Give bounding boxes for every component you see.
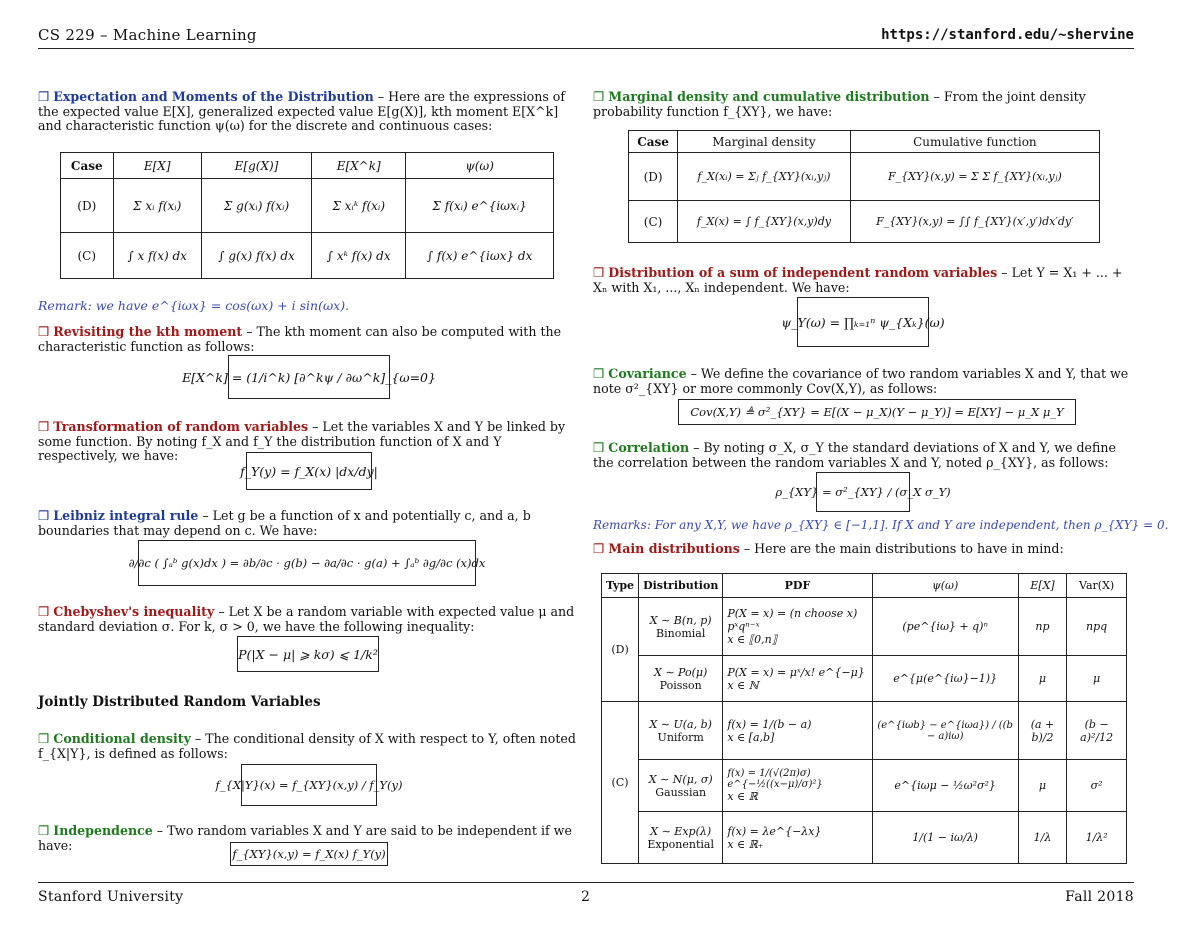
footer-university: Stanford University <box>38 889 184 905</box>
transform-title: Transformation of random variables <box>53 419 309 434</box>
correlation-formula: ρ_{XY} = σ²_{XY} / (σ_X σ_Y) <box>816 472 910 512</box>
kth-title: Revisiting the kth moment <box>53 324 243 339</box>
kth-formula: E[X^k] = (1/i^k) [∂^kψ / ∂ω^k]_{ω=0} <box>228 355 390 399</box>
dist-cell: X ∼ Po(μ) <box>654 665 708 679</box>
ex-cell: μ <box>1018 760 1067 812</box>
jointly-heading: Jointly Distributed Random Variables <box>38 694 321 710</box>
pdf-cell: f(x) = λe^{−λx} <box>727 824 822 838</box>
transform-section: ❒ Transformation of random variables – Let the variables X and Y be linked by some function. By noting f_X and f_Y the distribution function of X and Y respectively, we have: <box>38 419 566 463</box>
table-cell: F_{XY}(x,y) = Σ Σ f_{XY}(xᵢ,yⱼ) <box>850 153 1099 201</box>
independence-section: ❒ Independence – Two random variables X and Y are said to be independent if we have: <box>38 823 572 853</box>
main-title: Main distributions <box>608 541 740 556</box>
domain-cell: x ∈ ℕ <box>727 678 759 692</box>
table-cell: f_X(x) = ∫ f_{XY}(x,y)dy <box>678 201 851 243</box>
dist-cell: X ∼ B(n, p) <box>649 613 712 627</box>
domain-cell: x ∈ ℝ₊ <box>727 837 764 851</box>
table-header: PDF <box>723 574 872 598</box>
dist-cell: X ∼ U(a, b) <box>649 717 712 731</box>
type-cell: (D) <box>602 598 639 702</box>
table-header: Case <box>61 153 114 179</box>
chebyshev-text: – Let X be a random variable with expected value μ and standard deviation σ. For k, σ > 0, we have the following inequality: <box>38 604 575 634</box>
pdf-cell: P(X = x) = (n choose x) pˣqⁿ⁻ˣ <box>727 607 858 633</box>
psi-cell: (pe^{iω} + q)ⁿ <box>872 598 1018 656</box>
table-cell: Σ f(xᵢ) e^{iωxᵢ} <box>406 179 554 233</box>
table-header: Case <box>629 131 678 153</box>
correlation-text: – By noting σ_X, σ_Y the standard deviations of X and Y, we define the correlation between the random variables X and Y, noted ρ_{XY}, as follows: <box>593 440 1116 470</box>
course-url[interactable]: https://stanford.edu/~shervine <box>881 27 1134 43</box>
table-cell: ∫ x f(x) dx <box>113 233 201 279</box>
table-cell: ∫ g(x) f(x) dx <box>201 233 311 279</box>
transform-text: – Let the variables X and Y be linked by some function. By noting f_X and f_Y the distribution function of X and Y respectively, we have: <box>38 419 566 463</box>
page-number: 2 <box>581 889 591 905</box>
chebyshev-formula: P(|X − μ| ⩾ kσ) ⩽ 1/k² <box>237 636 379 672</box>
main-text: – Here are the main distributions to have in mind: <box>739 541 1064 556</box>
pdf-cell: P(X = x) = μˣ/x! e^{−μ} <box>727 665 865 679</box>
ex-cell: np <box>1018 598 1067 656</box>
var-cell: μ <box>1067 656 1127 702</box>
table-row <box>602 760 1127 812</box>
table-cell: (D) <box>61 179 114 233</box>
leibniz-text: – Let g be a function of x and potentially c, and a, b boundaries that may depend on c. We have: <box>38 508 531 538</box>
covariance-formula: Cov(X,Y) ≜ σ²_{XY} = E[(X − μ_X)(Y − μ_Y)] = E[XY] − μ_X μ_Y <box>678 399 1076 425</box>
ex-cell: μ <box>1018 656 1067 702</box>
table-cell: Σ g(xᵢ) f(xᵢ) <box>201 179 311 233</box>
domain-cell: x ∈ ℝ <box>727 790 758 803</box>
course-title: CS 229 – Machine Learning <box>38 26 257 44</box>
dist-cell: X ∼ Exp(λ) <box>650 824 712 838</box>
main-distributions-table <box>601 573 1127 864</box>
table-cell: F_{XY}(x,y) = ∫∫ f_{XY}(x′,y′)dx′dy′ <box>850 201 1099 243</box>
type-cell: (C) <box>602 702 639 864</box>
table-row <box>602 656 1127 702</box>
table-cell: ∫ xᵏ f(x) dx <box>312 233 406 279</box>
table-cell: f_X(xᵢ) = Σⱼ f_{XY}(xᵢ,yⱼ) <box>678 153 851 201</box>
sum-section: ❒ Distribution of a sum of independent random variables – Let Y = X₁ + ... + Xₙ with X₁, ..., Xₙ independent. We have: <box>593 265 1123 295</box>
table-cell: Σ xᵢ f(xᵢ) <box>113 179 201 233</box>
conditional-text: – The conditional density of X with respect to Y, often noted f_{X|Y}, is defined as follows: <box>38 731 576 761</box>
marginal-section: ❒ Marginal density and cumulative distribution – From the joint density probability function f_{XY}, we have: <box>593 89 1086 119</box>
table-header: E[g(X)] <box>201 153 311 179</box>
dist-name: Gaussian <box>655 785 707 799</box>
marginal-text: – From the joint density probability function f_{XY}, we have: <box>593 89 1086 119</box>
covariance-section: ❒ Covariance – We define the covariance of two random variables X and Y, that we note σ²_{XY} or more commonly Cov(X,Y), as follows: <box>593 366 1129 396</box>
table-header: Cumulative function <box>850 131 1099 153</box>
dist-name: Uniform <box>657 730 704 744</box>
footer-term: Fall 2018 <box>1065 889 1134 905</box>
leibniz-formula: ∂/∂c ( ∫ₐᵇ g(x)dx ) = ∂b/∂c · g(b) − ∂a/∂c · g(a) + ∫ₐᵇ ∂g/∂c (x)dx <box>138 540 476 586</box>
var-cell: npq <box>1067 598 1127 656</box>
remark: Remark: we have e^{iωx} = cos(ωx) + i sin(ωx). <box>38 298 350 313</box>
expectation-title: Expectation and Moments of the Distribution <box>53 89 374 104</box>
correlation-section: ❒ Correlation – By noting σ_X, σ_Y the standard deviations of X and Y, we define the correlation between the random variables X and Y, noted ρ_{XY}, as follows: <box>593 440 1116 470</box>
transform-formula: f_Y(y) = f_X(x) |dx/dy| <box>246 452 372 490</box>
pdf-cell: f(x) = 1/(√(2π)σ) e^{−½((x−μ)/σ)²} <box>727 768 823 790</box>
psi-cell: 1/(1 − iω/λ) <box>872 812 1018 864</box>
chebyshev-section: ❒ Chebyshev's inequality – Let X be a random variable with expected value μ and standard deviation σ. For k, σ > 0, we have the following inequality: <box>38 604 575 634</box>
table-cell: (C) <box>61 233 114 279</box>
table-header: E[X] <box>113 153 201 179</box>
main-dist-section: ❒ Main distributions – Here are the main distributions to have in mind: <box>593 541 1064 556</box>
correlation-title: Correlation <box>608 440 690 455</box>
remarks: Remarks: For any X,Y, we have ρ_{XY} ∈ [−1,1]. If X and Y are independent, then ρ_{XY} = 0. <box>593 518 1169 532</box>
table-header: ψ(ω) <box>406 153 554 179</box>
marginal-title: Marginal density and cumulative distribution <box>608 89 930 104</box>
table-header: Distribution <box>639 574 723 598</box>
table-row <box>602 812 1127 864</box>
independence-title: Independence <box>53 823 153 838</box>
sum-text: – Let Y = X₁ + ... + Xₙ with X₁, ..., Xₙ independent. We have: <box>593 265 1123 295</box>
sum-title: Distribution of a sum of independent random variables <box>608 265 998 280</box>
table-header: E[X] <box>1018 574 1067 598</box>
marginal-table <box>628 130 1100 243</box>
page-header <box>38 22 1134 49</box>
var-cell: 1/λ² <box>1067 812 1127 864</box>
dist-name: Exponential <box>647 837 714 851</box>
table-cell: (C) <box>629 201 678 243</box>
var-cell: σ² <box>1067 760 1127 812</box>
dist-name: Binomial <box>656 626 706 640</box>
conditional-title: Conditional density <box>53 731 191 746</box>
independence-text: – Two random variables X and Y are said to be independent if we have: <box>38 823 572 853</box>
chebyshev-title: Chebyshev's inequality <box>53 604 215 619</box>
covariance-text: – We define the covariance of two random variables X and Y, that we note σ²_{XY} or more commonly Cov(X,Y), as follows: <box>593 366 1129 396</box>
expectation-section: ❒ Expectation and Moments of the Distribution – Here are the expressions of the expected value E[X], generalized expected value E[g(X)], kth moment E[X^k] and characteristic function ψ(ω) for the discrete and continuous cases: <box>38 89 566 133</box>
expectation-table <box>60 152 554 279</box>
table-header: Type <box>602 574 639 598</box>
page-footer <box>38 882 1134 913</box>
table-cell: ∫ f(x) e^{iωx} dx <box>406 233 554 279</box>
var-cell: (b − a)²/12 <box>1067 702 1127 760</box>
table-header: Var(X) <box>1067 574 1127 598</box>
kth-moment-section: ❒ Revisiting the kth moment – The kth moment can also be computed with the characteristic function as follows: <box>38 324 562 354</box>
psi-cell: (e^{iωb} − e^{iωa}) / ((b − a)iω) <box>872 702 1018 760</box>
leibniz-title: Leibniz integral rule <box>53 508 199 523</box>
independence-formula: f_{XY}(x,y) = f_X(x) f_Y(y) <box>230 842 388 866</box>
pdf-cell: f(x) = 1/(b − a) <box>727 717 812 731</box>
psi-cell: e^{μ(e^{iω}−1)} <box>872 656 1018 702</box>
table-header: ψ(ω) <box>872 574 1018 598</box>
table-row <box>602 598 1127 656</box>
table-row <box>602 702 1127 760</box>
covariance-title: Covariance <box>608 366 687 381</box>
dist-cell: X ∼ N(μ, σ) <box>648 772 713 786</box>
conditional-section: ❒ Conditional density – The conditional density of X with respect to Y, often noted f_{X|Y}, is defined as follows: <box>38 731 576 761</box>
table-cell: Σ xᵢᵏ f(xᵢ) <box>312 179 406 233</box>
kth-text: – The kth moment can also be computed with the characteristic function as follows: <box>38 324 562 354</box>
conditional-formula: f_{X|Y}(x) = f_{XY}(x,y) / f_Y(y) <box>241 764 377 806</box>
dist-name: Poisson <box>659 678 702 692</box>
ex-cell: (a + b)/2 <box>1018 702 1067 760</box>
domain-cell: x ∈ ⟦0,n⟧ <box>727 633 778 646</box>
domain-cell: x ∈ [a,b] <box>727 730 775 744</box>
sum-formula: ψ_Y(ω) = ∏ₖ₌₁ⁿ ψ_{Xₖ}(ω) <box>797 297 929 347</box>
ex-cell: 1/λ <box>1018 812 1067 864</box>
expectation-text: – Here are the expressions of the expected value E[X], generalized expected value E[g(X)], kth moment E[X^k] and characteristic function ψ(ω) for the discrete and continuous cases: <box>38 89 566 133</box>
psi-cell: e^{iωμ − ½ω²σ²} <box>872 760 1018 812</box>
table-header: E[X^k] <box>312 153 406 179</box>
table-cell: (D) <box>629 153 678 201</box>
leibniz-section: ❒ Leibniz integral rule – Let g be a function of x and potentially c, and a, b boundaries that may depend on c. We have: <box>38 508 531 538</box>
table-header: Marginal density <box>678 131 851 153</box>
